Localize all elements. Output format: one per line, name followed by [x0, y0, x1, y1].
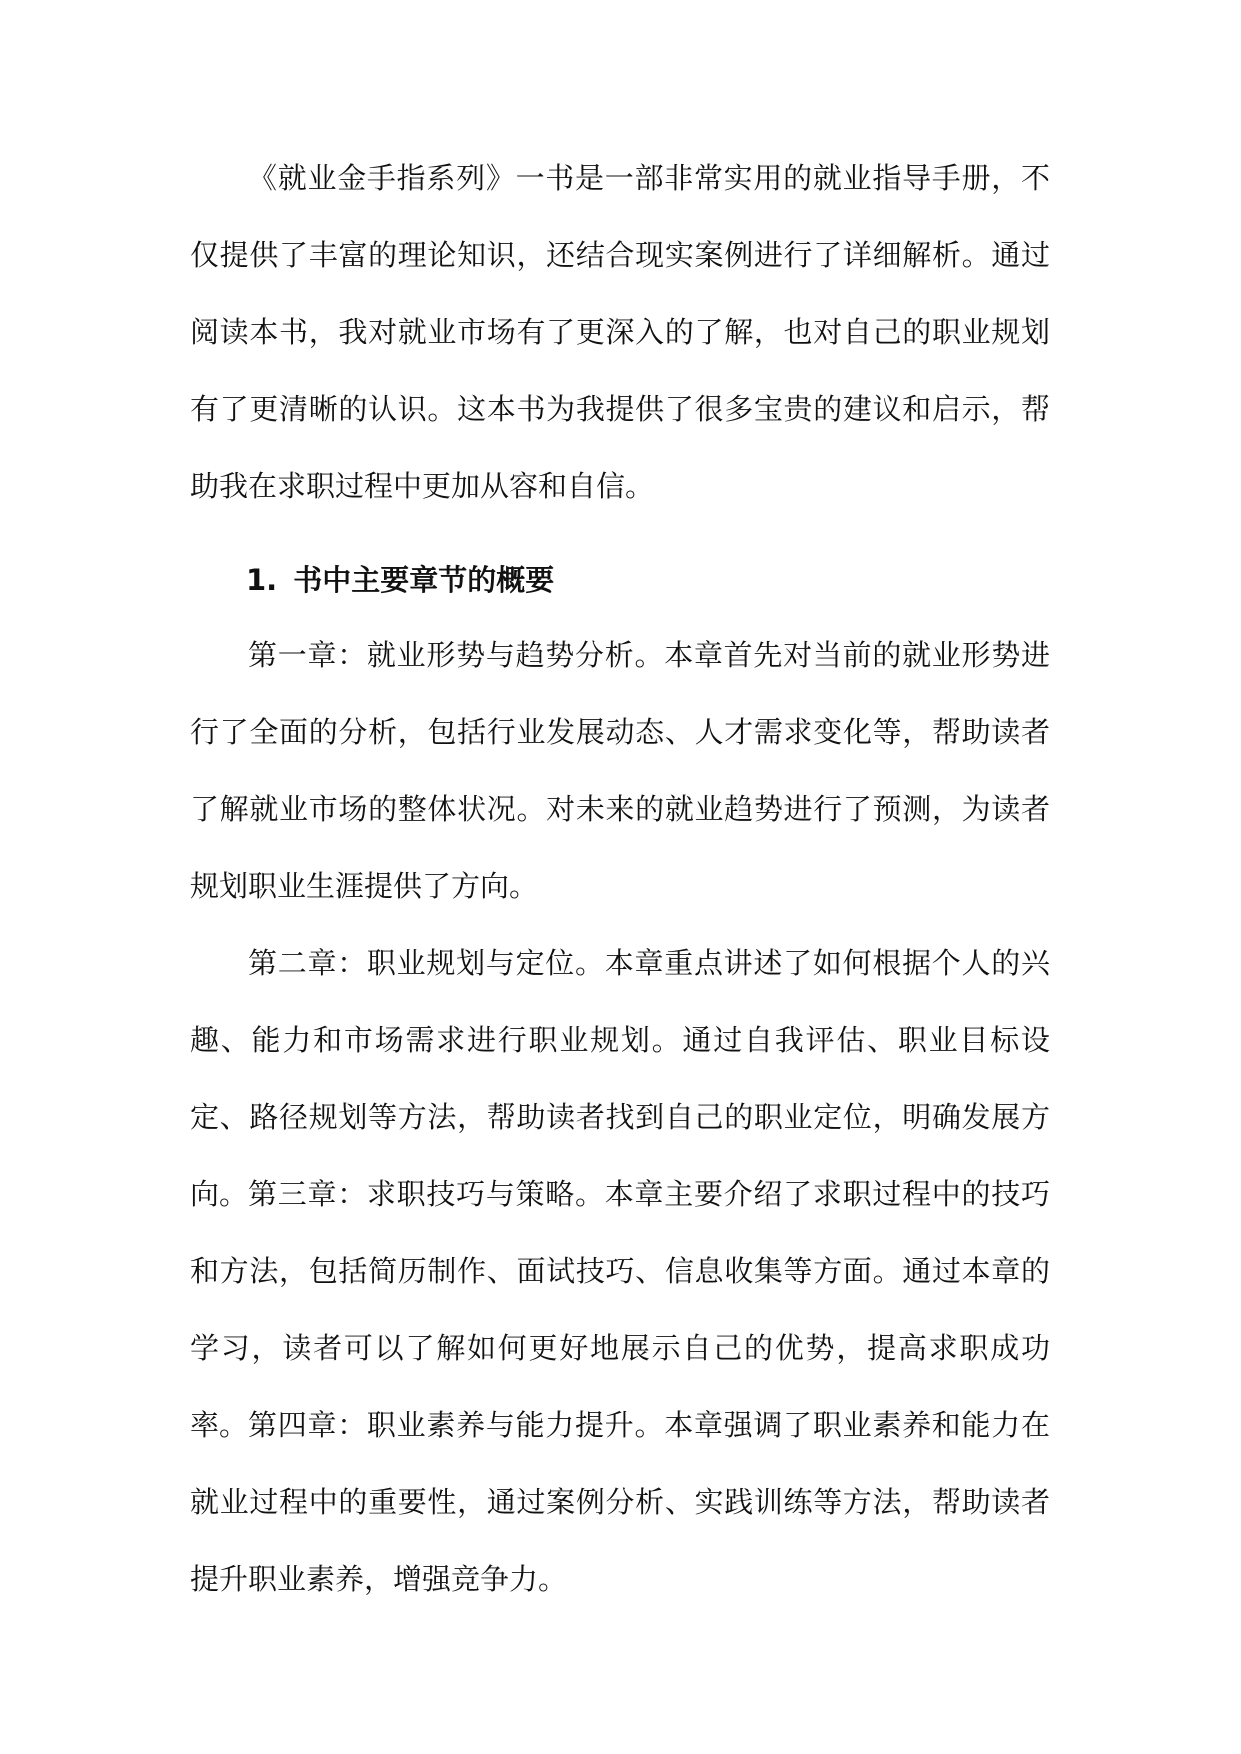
- chapter-3-paragraph: 第三章：求职技巧与策略。本章主要介绍了求职过程中的技巧和方法，包括简历制作、面试技巧、信息收集等方面。通过本章的学习，读者可以了解如何更好地展示自己的优势，提高求职成功率。: [190, 1177, 1050, 1442]
- intro-paragraph: 《就业金手指系列》一书是一部非常实用的就业指导手册，不仅提供了丰富的理论知识，还结合现实案例进行了详细解析。通过阅读本书，我对就业市场有了更深入的了解，也对自己的职业规划有了更清晰的认识。这本书为我提供了很多宝贵的建议和启示，帮助我在求职过程中更加从容和自信。: [190, 161, 1050, 503]
- section-heading-title: 书中主要章节的概要: [293, 563, 555, 597]
- chapter-4-paragraph: 第四章：职业素养与能力提升。本章强调了职业素养和能力在就业过程中的重要性，通过案例分析、实践训练等方法，帮助读者提升职业素养，增强竞争力。: [190, 1408, 1050, 1596]
- section-heading: [246, 550, 554, 610]
- chapter-1-paragraph: 第一章：就业形势与趋势分析。本章首先对当前的就业形势进行了全面的分析，包括行业发展动态、人才需求变化等，帮助读者了解就业市场的整体状况。对未来的就业趋势进行了预测，为读者规划职业生涯提供了方向。: [190, 638, 1050, 903]
- section-heading-number: 1.: [246, 563, 278, 597]
- chapter-2-paragraph: 第二章：职业规划与定位。本章重点讲述了如何根据个人的兴趣、能力和市场需求进行职业规划。通过自我评估、职业目标设定、路径规划等方法，帮助读者找到自己的职业定位，明确发展方向。: [190, 946, 1050, 1211]
